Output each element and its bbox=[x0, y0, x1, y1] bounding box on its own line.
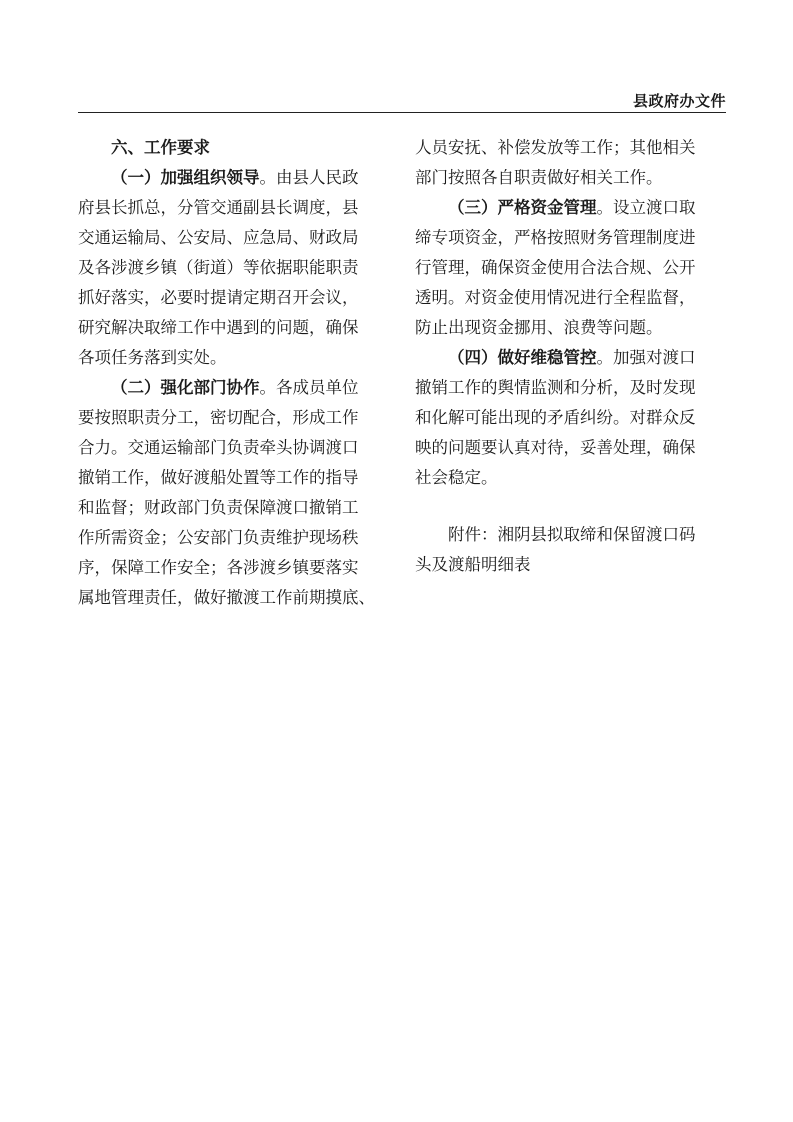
paragraph-2-continued-line: 人员安抚、补偿发放等工作；其他相关 bbox=[415, 138, 696, 157]
paragraph-1-lead: 。由县人民政 bbox=[259, 168, 359, 187]
paragraph-1-line: 及各涉渡乡镇（街道）等依据职能职责 bbox=[78, 258, 359, 277]
paragraph-3-line: 防止出现资金挪用、浪费等问题。 bbox=[415, 318, 663, 337]
paragraph-1-line: 府县长抓总，分管交通副县长调度，县 bbox=[78, 198, 359, 217]
paragraph-2-first-line bbox=[78, 373, 390, 403]
paragraph-2-line: 要按照职责分工，密切配合，形成工作 bbox=[78, 408, 359, 427]
paragraph-1-line: 交通运输局、公安局、应急局、财政局 bbox=[78, 228, 359, 247]
paragraph-4-line: 社会稳定。 bbox=[415, 468, 498, 487]
header-divider bbox=[78, 112, 726, 113]
paragraph-2-line: 和监督；财政部门负责保障渡口撤销工 bbox=[78, 498, 359, 517]
paragraph-4-line: 映的问题要认真对待，妥善处理，确保 bbox=[415, 438, 696, 457]
attachment-spacer bbox=[415, 493, 727, 520]
paragraph-3-line: 缔专项资金，严格按照财务管理制度进 bbox=[415, 228, 696, 247]
paragraph-2-line: 序，保障工作安全；各涉渡乡镇要落实 bbox=[78, 558, 359, 577]
left-column bbox=[78, 133, 390, 613]
right-column bbox=[415, 133, 727, 580]
paragraph-2-lead: 。各成员单位 bbox=[259, 378, 359, 397]
paragraph-1-line: 各项任务落到实处。 bbox=[78, 348, 227, 367]
page-header bbox=[78, 88, 726, 110]
paragraph-1-first-line bbox=[78, 163, 390, 193]
paragraph-1-line: 抓好落实，必要时提请定期召开会议， bbox=[78, 288, 359, 307]
section-title: 六、工作要求 bbox=[111, 138, 210, 157]
header-title: 县政府办文件 bbox=[632, 92, 726, 110]
attachment-line: 附件：湘阴县拟取缔和保留渡口码 bbox=[448, 525, 696, 544]
paragraph-4-lead: 。加强对渡口 bbox=[596, 348, 696, 367]
paragraph-2-line: 属地管理责任，做好撤渡工作前期摸底、 bbox=[78, 588, 375, 607]
paragraph-3-first-line bbox=[415, 193, 727, 223]
paragraph-3-lead: 。设立渡口取 bbox=[596, 198, 696, 217]
paragraph-2-line: 撤销工作，做好渡船处置等工作的指导 bbox=[78, 468, 359, 487]
paragraph-4-heading: （四）做好维稳管控 bbox=[448, 348, 597, 367]
paragraph-1-line: 研究解决取缔工作中遇到的问题，确保 bbox=[78, 318, 359, 337]
paragraph-4-first-line bbox=[415, 343, 727, 373]
paragraph-2-line: 合力。交通运输部门负责牵头协调渡口 bbox=[78, 438, 359, 457]
paragraph-2-heading: （二）强化部门协作 bbox=[111, 378, 260, 397]
paragraph-3-heading: （三）严格资金管理 bbox=[448, 198, 597, 217]
attachment-line: 头及渡船明细表 bbox=[415, 555, 531, 574]
paragraph-4-line: 撤销工作的舆情监测和分析，及时发现 bbox=[415, 378, 696, 397]
paragraph-2-continued-line: 部门按照各自职责做好相关工作。 bbox=[415, 168, 663, 187]
paragraph-3-line: 行管理，确保资金使用合法合规、公开 bbox=[415, 258, 696, 277]
paragraph-2-line: 作所需资金；公安部门负责维护现场秩 bbox=[78, 528, 359, 547]
paragraph-4-line: 和化解可能出现的矛盾纠纷。对群众反 bbox=[415, 408, 696, 427]
paragraph-3-line: 透明。对资金使用情况进行全程监督， bbox=[415, 288, 696, 307]
paragraph-1-heading: （一）加强组织领导 bbox=[111, 168, 260, 187]
